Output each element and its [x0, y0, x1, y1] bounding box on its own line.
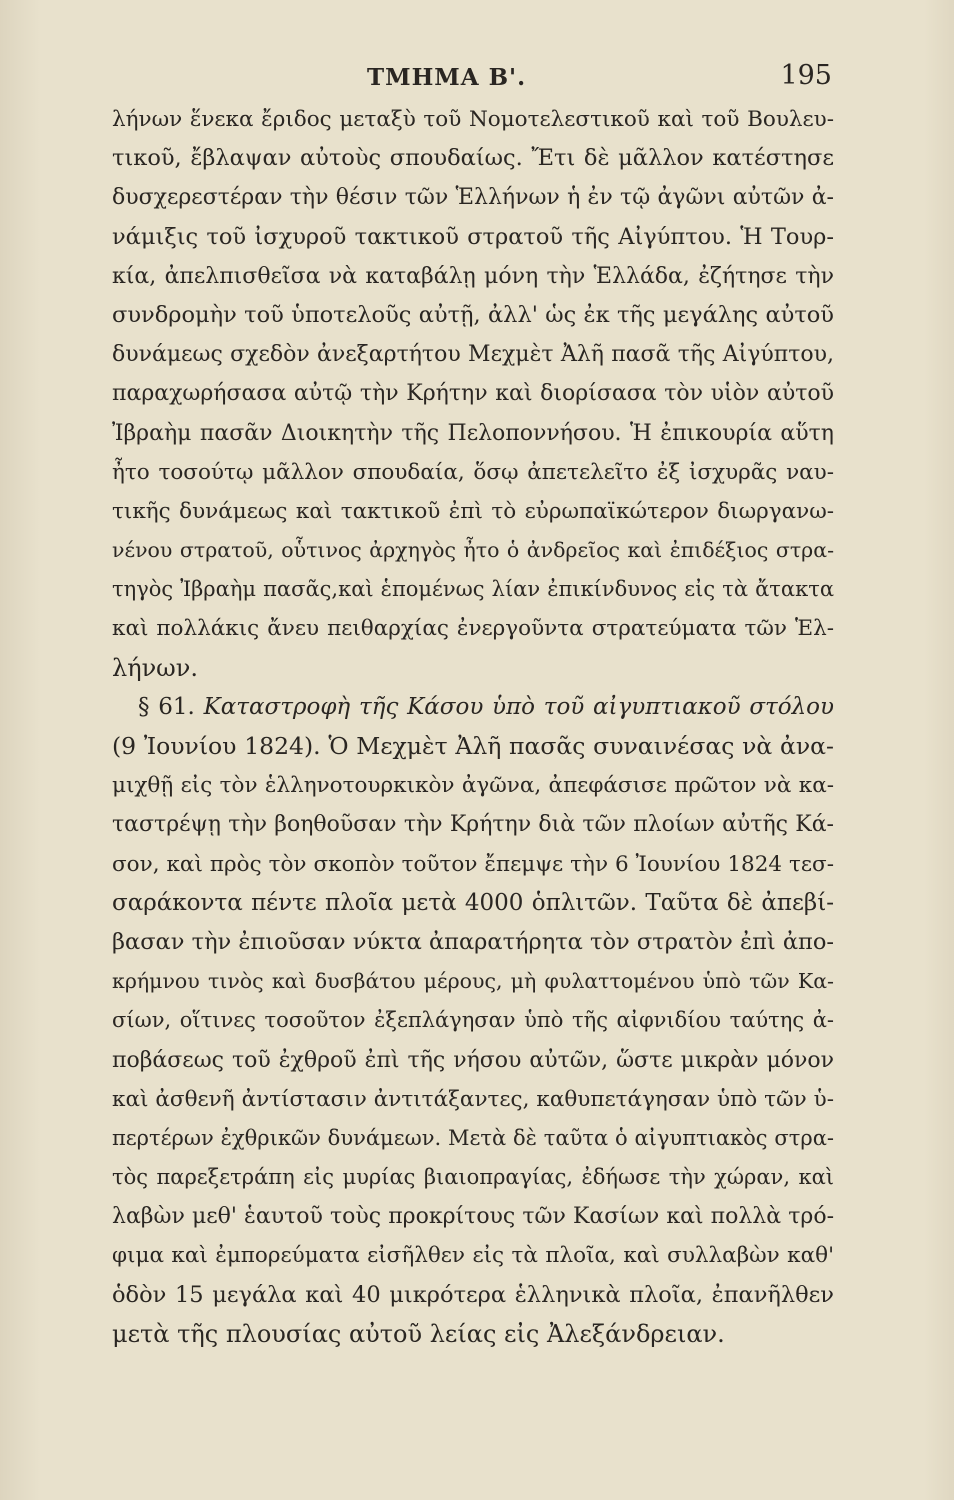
text-line: μετὰ τῆς πλουσίας αὐτοῦ λείας εἰς Ἀλεξάνδρειαν. [112, 1319, 725, 1348]
text-line: ὁδὸν 15 μεγάλα καὶ 40 μικρότερα ἑλληνικὰ πλοῖα, ἐπανῆλθεν [112, 1281, 834, 1308]
text-line: ἦτο τοσούτῳ μᾶλλον σπουδαία, ὅσῳ ἀπετελεῖτο ἐξ ἰσχυρᾶς ναυ- [112, 459, 834, 485]
text-line: φιμα καὶ ἐμπορεύματα εἰσῆλθεν εἰς τὰ πλοῖα, καὶ συλλαβὼν καθ' [112, 1243, 834, 1269]
text-line: νάμιξις τοῦ ἰσχυροῦ τακτικοῦ στρατοῦ τῆς Αἰγύπτου. Ἡ Τουρ- [112, 223, 834, 250]
text-line: τικῆς δυνάμεως καὶ τακτικοῦ ἐπὶ τὸ εὐρωπαϊκώτερον διωργανω- [112, 498, 834, 524]
text-line: ταστρέψῃ τὴν βοηθοῦσαν τὴν Κρήτην διὰ τῶν πλοίων αὐτῆς Κά- [112, 812, 834, 838]
text-line: τικοῦ, ἔβλαψαν αὐτοὺς σπουδαίως. Ἔτι δὲ μᾶλλον κατέστησε [112, 145, 834, 172]
text-line: συνδρομὴν τοῦ ὑποτελοῦς αὐτῇ, ἀλλ' ὡς ἐκ τῆς μεγάλης αὐτοῦ [112, 301, 834, 328]
page-number: 195 [780, 60, 832, 91]
text-line: σον, καὶ πρὸς τὸν σκοπὸν τοῦτον ἔπεμψε τὴν 6 Ἰουνίου 1824 τεσ- [112, 851, 834, 877]
text-line: βασαν τὴν ἐπιοῦσαν νύκτα ἀπαρατήρητα τὸν στρατὸν ἐπὶ ἀπο- [112, 928, 834, 955]
text-line: κία, ἀπελπισθεῖσα νὰ καταβάλῃ μόνη τὴν Ἑλλάδα, ἐζήτησε τὴν [112, 263, 834, 289]
text-line: τηγὸς Ἰβραὴμ πασᾶς,καὶ ἑπομένως λίαν ἐπικίνδυνος εἰς τὰ ἄτακτα [112, 577, 834, 602]
text-line: καὶ πολλάκις ἄνευ πειθαρχίας ἐνεργοῦντα στρατεύματα τῶν Ἑλ- [112, 616, 834, 642]
section-title: Καταστροφὴ τῆς Κάσου ὑπὸ τοῦ αἰγυπτιακοῦ στόλου [203, 693, 835, 720]
text-line: λήνων. [112, 653, 198, 682]
running-title: ΤΜΗΜΑ Β'. [367, 64, 527, 91]
text-line: τὸς παρεξετράπη εἰς μυρίας βιαιοπραγίας, ἐδήωσε τὴν χώραν, καὶ [112, 1165, 834, 1190]
text-line: μιχθῇ εἰς τὸν ἑλληνοτουρκικὸν ἀγῶνα, ἀπεφάσισε πρῶτον νὰ κα- [112, 773, 834, 799]
text-line: (9 Ἰουνίου 1824). Ὁ Μεχμὲτ Ἀλῆ πασᾶς συναινέσας νὰ ἀνα- [112, 732, 834, 760]
body-text [112, 100, 834, 1354]
section-heading [112, 688, 834, 727]
text-line: δυσχερεστέραν τὴν θέσιν τῶν Ἑλλήνων ἡ ἐν τῷ ἀγῶνι αὐτῶν ἀ- [112, 185, 834, 211]
text-line: σίων, οἵτινες τοσοῦτον ἐξεπλάγησαν ὑπὸ τῆς αἰφνιδίου ταύτης ἀ- [112, 1008, 834, 1033]
text-line: δυνάμεως σχεδὸν ἀνεξαρτήτου Μεχμὲτ Ἀλῆ πασᾶ τῆς Αἰγύπτου, [112, 342, 834, 368]
text-line: περτέρων ἐχθρικῶν δυνάμεων. Μετὰ δὲ ταῦτα ὁ αἰγυπτιακὸς στρα- [112, 1125, 834, 1150]
text-line: Ἰβραὴμ πασᾶν Διοικητὴν τῆς Πελοποννήσου. Ἡ ἐπικουρία αὕτη [112, 420, 834, 446]
text-line: σαράκοντα πέντε πλοῖα μετὰ 4000 ὁπλιτῶν. Ταῦτα δὲ ἀπεβί- [112, 889, 834, 916]
text-line: κρήμνου τινὸς καὶ δυσβάτου μέρους, μὴ φυλαττομένου ὑπὸ τῶν Κα- [112, 969, 834, 994]
text-line: λήνων ἕνεκα ἔριδος μεταξὺ τοῦ Νομοτελεστικοῦ καὶ τοῦ Βουλευ- [112, 107, 834, 132]
section-number: § 61. [138, 693, 195, 720]
text-line: καὶ ἀσθενῆ ἀντίστασιν ἀντιτάξαντες, καθυπετάγησαν ὑπὸ τῶν ὑ- [112, 1086, 834, 1112]
text-line: παραχωρήσασα αὐτῷ τὴν Κρήτην καὶ διορίσασα τὸν υἱὸν αὐτοῦ [112, 381, 834, 407]
text-line: ποβάσεως τοῦ ἐχθροῦ ἐπὶ τῆς νήσου αὐτῶν, ὥστε μικρὰν μόνον [112, 1047, 834, 1073]
running-head [112, 60, 832, 100]
text-line: νένου στρατοῦ, οὗτινος ἀρχηγὸς ἦτο ὁ ἀνδρεῖος καὶ ἐπιδέξιος στρα- [112, 538, 834, 563]
text-line: λαβὼν μεθ' ἑαυτοῦ τοὺς προκρίτους τῶν Κασίων καὶ πολλὰ τρό- [112, 1204, 834, 1230]
